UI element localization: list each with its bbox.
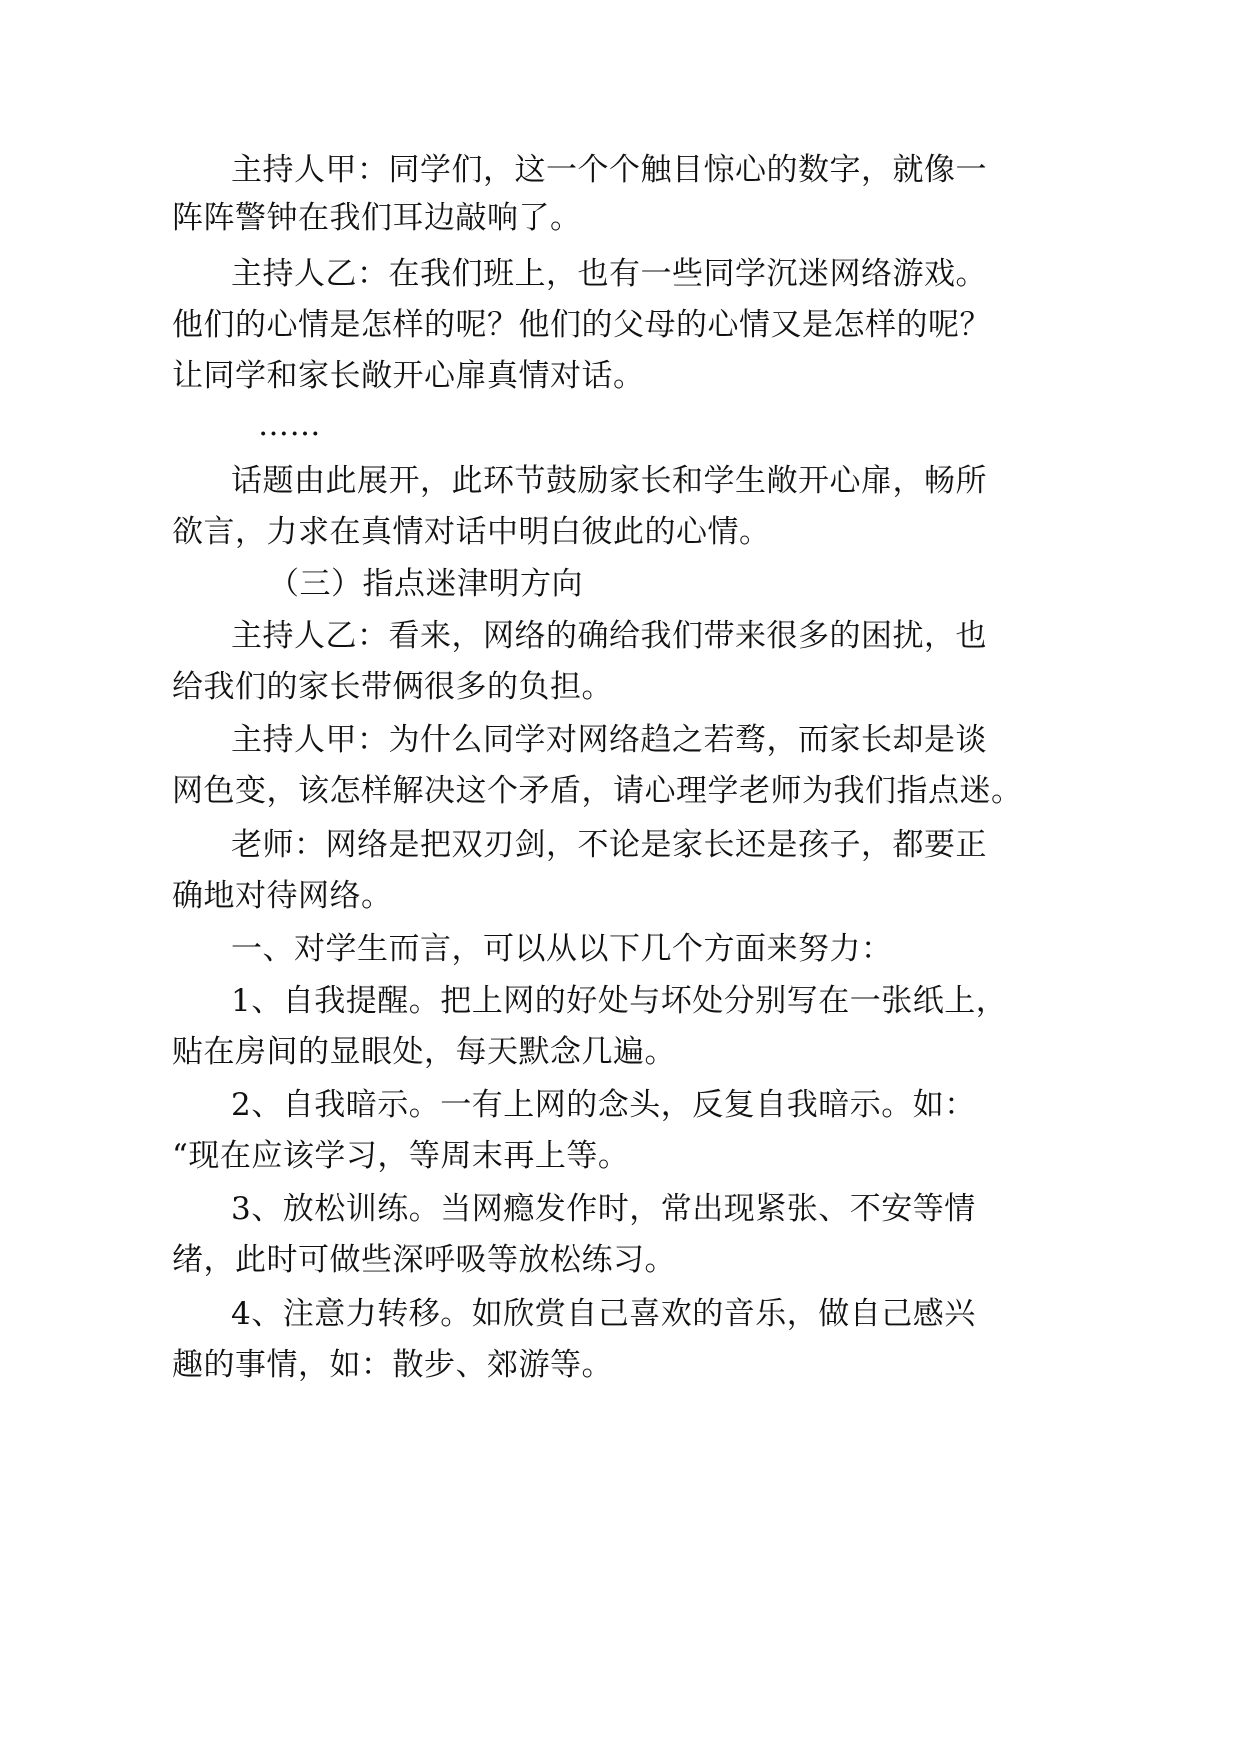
text-line: 趣的事情，如：散步、郊游等。 (172, 1347, 613, 1383)
text-line: 1、自我提醒。把上网的好处与坏处分别写在一张纸上， (231, 983, 1008, 1019)
text-line: 老师：网络是把双刃剑，不论是家长还是孩子，都要正 (231, 827, 987, 863)
text-line: 一、对学生而言，可以从以下几个方面来努力： (231, 931, 893, 967)
text-line: 4、注意力转移。如欣赏自己喜欢的音乐，做自己感兴 (231, 1296, 976, 1332)
text-line: 给我们的家长带俩很多的负担。 (172, 669, 613, 705)
text-line: 确地对待网络。 (172, 878, 393, 914)
text-line: “现在应该学习，等周末再上等。 (172, 1138, 630, 1174)
text-line: 3、放松训练。当网瘾发作时，常出现紧张、不安等情 (231, 1191, 976, 1227)
text-line: 主持人甲：为什么同学对网络趋之若骛，而家长却是谈 (231, 722, 987, 758)
text-line: 贴在房间的显眼处，每天默念几遍。 (172, 1034, 676, 1070)
text-line: 他们的心情是怎样的呢？他们的父母的心情又是怎样的呢？ (172, 307, 991, 343)
text-line: 阵阵警钟在我们耳边敲响了。 (172, 200, 582, 236)
text-line: 2、自我暗示。一有上网的念头，反复自我暗示。如： (231, 1087, 976, 1123)
text-line: 话题由此展开，此环节鼓励家长和学生敞开心扉，畅所 (231, 463, 987, 499)
text-line: 网色变，该怎样解决这个矛盾，请心理学老师为我们指点迷。 (172, 773, 1023, 809)
section-heading: （三）指点迷津明方向 (268, 566, 583, 602)
ellipsis-line: …… (258, 407, 321, 443)
text-line: 绪，此时可做些深呼吸等放松练习。 (172, 1242, 676, 1278)
text-line: 欲言，力求在真情对话中明白彼此的心情。 (172, 514, 771, 550)
text-line: 主持人甲：同学们，这一个个触目惊心的数字，就像一 (231, 152, 987, 188)
text-line: 主持人乙：在我们班上，也有一些同学沉迷网络游戏。 (231, 256, 987, 292)
text-line: 让同学和家长敞开心扉真情对话。 (172, 358, 645, 394)
text-line: 主持人乙：看来，网络的确给我们带来很多的困扰，也 (231, 618, 987, 654)
